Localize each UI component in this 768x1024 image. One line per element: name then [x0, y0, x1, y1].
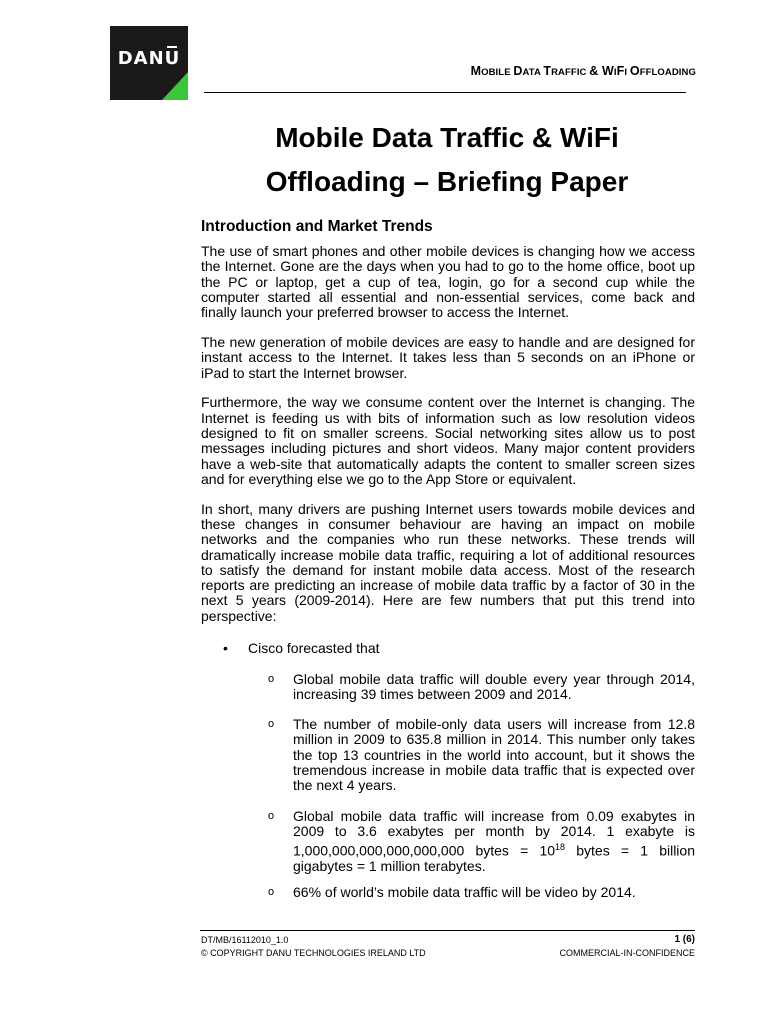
company-logo: [110, 26, 188, 100]
document-id: DT/MB/16112010_1.0: [201, 935, 289, 945]
title-line-2: Offloading – Briefing Paper: [265, 166, 629, 197]
running-header-part: M: [470, 64, 482, 78]
page-number: 1 (6): [674, 934, 695, 945]
running-header-part: I: [624, 67, 630, 78]
bullet-marker: •: [223, 640, 228, 656]
running-header-part: O: [629, 64, 640, 78]
sub-list-item: [268, 672, 695, 703]
sub-list-item: [268, 885, 695, 900]
running-header-part: OBILE: [481, 67, 514, 78]
sub-bullet-marker: o: [268, 718, 275, 730]
running-header-part: D: [513, 64, 523, 78]
footer-rule: [200, 930, 695, 931]
bullet-text: Cisco forecasted that: [248, 640, 380, 656]
header-rule: [204, 92, 686, 93]
logo-text: DANU: [117, 48, 181, 69]
paragraph: The use of smart phones and other mobile devices is changing how we access the Internet. Gone are the days when you had to go to the home office, boot up the PC or laptop, get a cup of tea, login, go for a second cup while the computer started all essential and non-essential services, come back and finally launch your preferred browser to access the Internet.: [201, 243, 695, 321]
sub-item-text: Global mobile data traffic will double every year through 2014, increasing 39 times between 2009 and 2014.: [293, 671, 695, 703]
sub-item-text: 66% of world’s mobile data traffic will be video by 2014.: [293, 884, 636, 900]
paragraph: In short, many drivers are pushing Internet users towards mobile devices and these changes in consumer behaviour are having an impact on mobile networks and the companies who run these networks. These trends will dramatically increase mobile data traffic, requiring a lot of additional resources to satisfy the demand for instant mobile data access. Most of the research reports are predicting an increase of mobile data traffic by a factor of 30 in the next 5 years (2009-2014). Here are few numbers that put this trend into perspective:: [201, 500, 695, 624]
sub-bullet-marker: o: [268, 810, 275, 822]
confidentiality-label: COMMERCIAL-IN-CONFIDENCE: [559, 948, 695, 958]
document-title: [200, 116, 694, 204]
running-header-part: ATA: [522, 67, 544, 78]
sub-bullet-marker: o: [268, 886, 275, 898]
body-paragraphs: [201, 244, 695, 639]
sub-bullet-marker: o: [268, 673, 275, 685]
paragraph: Furthermore, the way we consume content over the Internet is changing. The Internet is feeding us with bits of information such as low resolution videos designed to fit on smaller screens. Social networking sites allow us to post messages including pictures and short videos. Many major content providers have a web-site that automatically adapts the content to smaller screen sizes and for everything else we go to the App Store or equivalent.: [201, 394, 695, 487]
running-header-part: & W: [589, 64, 614, 78]
sub-item-text-part: bytes = 1 billion gigabytes = 1 million terabytes.: [293, 842, 695, 874]
running-header: [471, 64, 696, 78]
running-header-part: T: [543, 64, 552, 78]
exponent: 18: [555, 841, 566, 852]
running-header-part: FFLOADING: [639, 67, 696, 78]
section-heading: Introduction and Market Trends: [201, 218, 433, 235]
sub-item-text: The number of mobile-only data users will increase from 12.8 million in 2009 to 635.8 million in 2014. This number only takes the top 13 countries in the world into account, but it shows the tremendous increase in mobile data traffic that is expected over the next 4 years.: [293, 716, 695, 794]
running-header-part: I: [613, 67, 617, 78]
logo-macron: [167, 46, 177, 48]
sub-item-text: [293, 809, 695, 874]
running-header-part: F: [616, 64, 625, 78]
sub-item-text-part: Global mobile data traffic will increase from 0.09 exabytes in 2009 to 3.6 exabytes per month by 2014. 1 exabyte is 1,000,000,000,000,000,000 bytes = 10: [293, 808, 695, 859]
sub-list-item: [268, 809, 695, 874]
sub-list-item: [268, 717, 695, 793]
title-line-1: Mobile Data Traffic & WiFi: [275, 122, 619, 153]
copyright-notice: © COPYRIGHT DANU TECHNOLOGIES IRELAND LTD: [201, 948, 426, 958]
running-header-part: RAFFIC: [551, 67, 590, 78]
paragraph: The new generation of mobile devices are easy to handle and are designed for instant access to the Internet. It takes less than 5 seconds on an iPhone or iPad to start the Internet browser.: [201, 333, 695, 381]
